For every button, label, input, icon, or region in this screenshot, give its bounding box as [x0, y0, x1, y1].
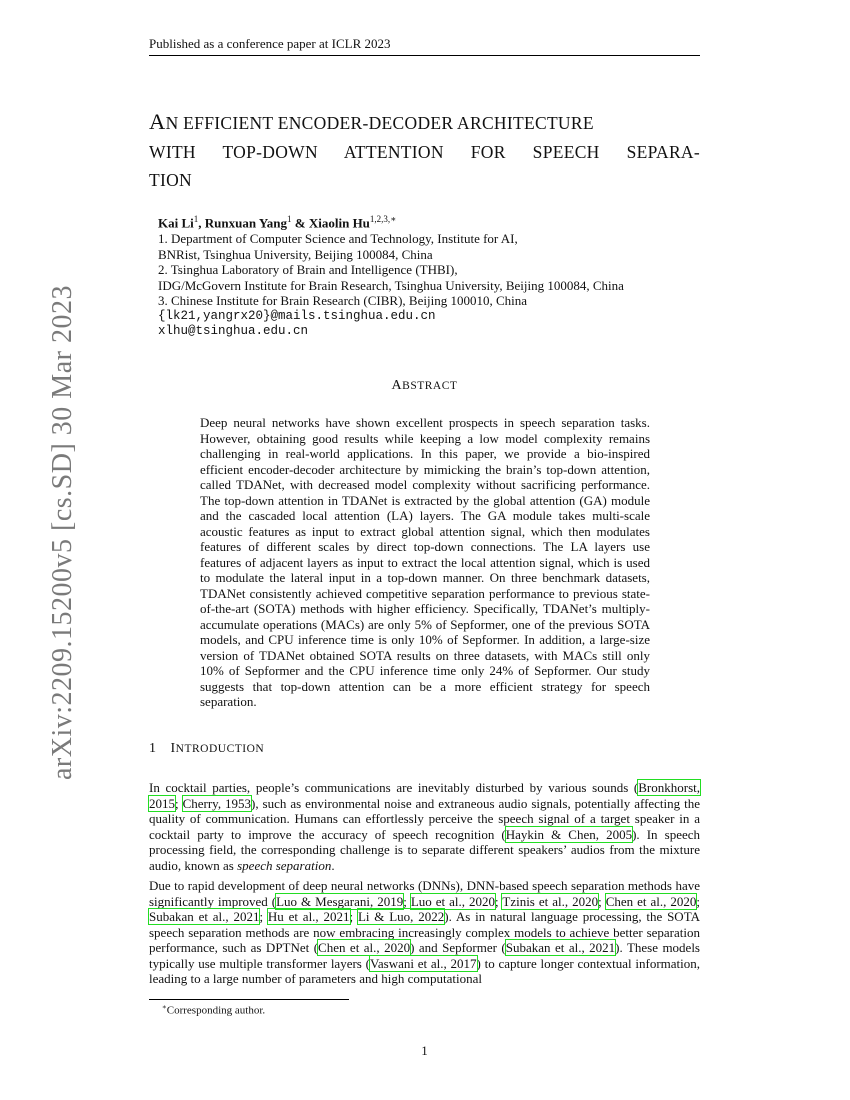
title-line-3: TION	[149, 170, 192, 190]
abstract-text: Deep neural networks have shown excellent prospects in speech separation tasks. However, obtaining good results while keeping a low model complexity remains challenging in real-world applications. In this paper, we provide a bio-inspired efficient encoder-decoder architecture by mimicking the brain’s top-down attention, called TDANet, with decreased model complexity without sacrificing performance. The top-down attention in TDANet is extracted by the global attention (GA) module and the cascaded local attention (LA) layers. The GA module takes multi-scale acoustic features as input to extract global attention signal, which then modulates features of different scales by direct top-down connections. The LA layers use features of adjacent layers as input to extract the local attention signal, which is used to modulate the lateral input in a top-down manner. On three benchmark datasets, TDANet consistently achieved competitive separation performance to previous state-of-the-art (SOTA) methods with higher efficiency. Specifically, TDANet’s multiply-accumulate operations (MACs) are only 5% of Sepformer, one of the previous SOTA models, and CPU inference time is only 10% of Sepformer. In addition, a large-size version of TDANet obtained SOTA results on three datasets, with MACs still only 10% of Sepformer and the CPU inference time only 24% of Sepformer. Our study suggests that top-down attention can be a more efficient strategy for speech separation.	[200, 415, 650, 709]
footnote: ∗Corresponding author.	[162, 1003, 266, 1017]
affiliation: 2. Tsinghua Laboratory of Brain and Intelligence (THBI),	[158, 262, 458, 278]
title-line-1: AN EFFICIENT ENCODER-DECODER ARCHITECTURE	[149, 109, 594, 134]
section-heading-introduction: 1 INTRODUCTION	[149, 741, 265, 756]
affiliation: 3. Chinese Institute for Brain Research (CIBR), Beijing 100010, China	[158, 293, 527, 309]
author-block	[158, 212, 700, 340]
paper-title	[149, 108, 700, 195]
citation-link[interactable]: Tzinis et al., 2020	[502, 893, 599, 909]
citation-link[interactable]: Li & Luo, 2022	[357, 909, 445, 924]
title-line-2: WITH TOP-DOWN ATTENTION FOR SPEECH SEPARA-	[149, 141, 700, 162]
author-email[interactable]: {lk21,yangrx20}@mails.tsinghua.edu.cn	[158, 308, 436, 323]
citation-link[interactable]: Cherry, 1953	[182, 795, 252, 811]
author-email[interactable]: xlhu@tsinghua.edu.cn	[158, 324, 309, 339]
citation-link[interactable]: Hu et al., 2021	[267, 909, 350, 924]
citation-link[interactable]: Bronkhorst, 2015	[149, 780, 700, 811]
intro-paragraph-2: Due to rapid development of deep neural networks (DNNs), DNN-based speech separation methods have significantly improved (Luo & Mesgarani, 2019; Luo et al., 2020; Tzinis et al., 2020; Chen et al., 2020; Subakan et al., 2021; Hu et al., 2021; Li & Luo, 2022). As in natural language processing, the SOTA speech separation methods are now embracing increasingly complex models to achieve better separation performance, such as DPTNet (Chen et al., 2020) and Sepformer (Subakan et al., 2021). These models typically use multiple transformer layers (Vaswani et al., 2017) to capture longer contextual information, leading to a large number of parameters and high computational	[149, 878, 701, 986]
citation-link[interactable]: Subakan et al., 2021	[149, 909, 260, 924]
citation-link[interactable]: Vaswani et al., 2017	[369, 955, 477, 971]
affiliation: BNRist, Tsinghua University, Beijing 100084, China	[158, 246, 433, 262]
arxiv-id: arXiv:2209.15200v5 [cs.SD] 30 Mar 2023	[47, 285, 78, 780]
citation-link[interactable]: Chen et al., 2020	[318, 940, 411, 955]
footnote-rule	[149, 999, 349, 1000]
page-number: 1	[421, 1043, 428, 1058]
abstract-heading: ABSTRACT	[391, 378, 458, 393]
intro-paragraph-1: In cocktail parties, people’s communications are inevitably disturbed by various sounds (Bronkhorst, 2015; Cherry, 1953), such as environmental noise and extraneous audio signals, potentially affecting the quality of communication. Humans can effortlessly perceive the speech signal of a target speaker in a cocktail party to improve the accuracy of speech recognition (Haykin & Chen, 2005). In speech processing field, the corresponding challenge is to separate different speakers’ audios from the mixture audio, known as speech separation.	[149, 780, 701, 873]
affiliation: IDG/McGovern Institute for Brain Research, Tsinghua University, Beijing 100084, China	[158, 277, 624, 293]
citation-link[interactable]: Chen et al., 2020	[605, 893, 697, 909]
citation-link[interactable]: Haykin & Chen, 2005	[505, 826, 633, 842]
citation-link[interactable]: Luo et al., 2020	[410, 893, 495, 909]
author-names: Kai Li$^1$, Runxuan Yang$^1$ & Xiaolin $Hu^{1,2,3,∗}$	[158, 214, 397, 231]
citation-link[interactable]: Luo & Mesgarani, 2019	[276, 893, 404, 909]
citation-link[interactable]: Subakan et al., 2021	[505, 940, 616, 955]
running-header: Published as a conference paper at ICLR 2023	[149, 36, 700, 56]
arxiv-stamp	[5, 285, 78, 780]
affiliation: 1. Department of Computer Science and Technology, Institute for AI,	[158, 230, 518, 246]
